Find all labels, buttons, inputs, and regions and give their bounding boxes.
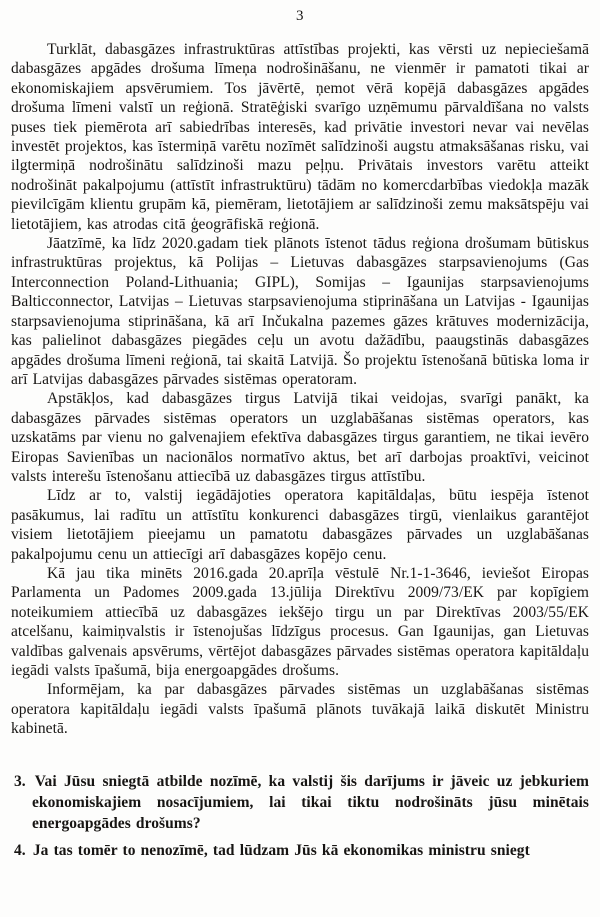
question-item <box>11 771 589 835</box>
body-text-block <box>11 40 589 739</box>
question-text: Vai Jūsu sniegtā atbilde nozīmē, ka valstij šis darījums ir jāveic uz jebkuriem ekonomiskajiem nosacījumiem, lai tikai tiktu nodrošināts jūsu minētais energoapgādes drošums? <box>32 772 589 833</box>
question-text: Ja tas tomēr to nenozīmē, tad lūdzam Jūs kā ekonomikas ministru sniegt <box>32 841 530 859</box>
body-paragraph: Informējam, ka par dabasgāzes pārvades sistēmas un uzglabāšanas sistēmas operatora kapitāldaļu iegādi valsts īpašumā plānots tuvākajā laikā diskutēt Ministru kabinetā. <box>11 681 589 738</box>
body-paragraph: Kā jau tika minēts 2016.gada 20.aprīļa vēstulē Nr.1-1-3646, ieviešot Eiropas Parlamenta un Padomes 2009.gada 13.jūlija Direktīvu 2009/73/EK par kopīgiem noteikumiem attiecībā uz dabasgāzes iekšējo tirgu un par Direktīvas 2003/55/EK atcelšanu, kaimiņvalstis ir īstenojušas līdzīgus procesus. Gan Igaunijas, gan Lietuvas valdības galvenais apsvērums, vērtējot dabasgāzes pārvades sistēmas operatora kapitāldaļu iegādi valsts īpašumā, bija energoapgādes drošums. <box>11 564 589 679</box>
body-paragraph: Jāatzīmē, ka līdz 2020.gadam tiek plānots īstenot tādus reģiona drošumam būtiskus infrastruktūras projektus, kā Polijas – Lietuvas dabasgāzes starpsavienojums (Gas Interconnection Poland-Lithuania; GIPL), Somijas – Igaunijas starpsavienojums Balticconnector, Latvijas – Lietuvas starpsavienojuma stiprināšana un Latvijas - Igaunijas starpsavienojuma stiprināšana, kā arī Inčukalna pazemes gāzes krātuves modernizācija, kas palielinot dabasgāzes piegādes ceļu un avotu dažādību, paaugstinās dabasgāzes apgādes drošuma līmeni reģionā, tai skaitā Latvijā. Šo projektu īstenošanā būtiska loma ir arī Latvijas dabasgāzes pārvades sistēmas operatoram. <box>11 235 589 388</box>
body-paragraph: Turklāt, dabasgāzes infrastruktūras attīstības projekti, kas vērsti uz nepieciešamā dabasgāzes apgādes drošuma līmeņa nodrošināšanu, ne vienmēr ir pamatoti tikai ar ekonomiskajiem apsvērumiem. Tos jāvērtē, ņemot vērā kopējā dabasgāzes apgādes drošuma līmeni valstī un reģionā. Stratēģiski svarīgo uzņēmumu pārvaldīšana no valsts puses tiek piemērota arī sabiedrības interesēs, kad privātie investori nevar vai nevēlas investēt projektos, kas īstermiņā varētu nozīmēt salīdzinoši augstu atmaksāšanas risku, vai ilgtermiņā nodrošinātu salīdzinoši mazu peļņu. Privātais investors varētu atteikt nodrošināt pakalpojumu (attīstīt infrastruktūru) tādām no komercdarbības viedokļa mazāk pievilcīgām klientu grupām kā, piemēram, lietotājiem ar salīdzinoši zemu maksātspēju vai lietotājiem, kas atrodas citā ģeogrāfiskā reģionā. <box>11 41 589 233</box>
question-number: 3. <box>14 772 26 790</box>
question-number: 4. <box>14 841 26 859</box>
body-paragraph: Līdz ar to, valstij iegādājoties operatora kapitāldaļas, būtu iespēja īstenot pasākumus, lai radītu un attīstītu konkurenci dabasgāzes tirgū, vienlaikus garantējot visiem lietotājiem pieejamu un pamatotu dabasgāzes pārvades un uzglabāšanas pakalpojumu cenu un attiecīgi arī dabasgāzes kopējo cenu. <box>11 487 589 563</box>
body-paragraph: Apstākļos, kad dabasgāzes tirgus Latvijā tikai veidojas, svarīgi panākt, ka dabasgāzes pārvades sistēmas operators un uzglabāšanas sistēmas operators, kas uzskatāms par vienu no galvenajiem efektīva dabasgāzes tirgus garantiem, ne tikai ievēro Eiropas Savienības un nacionālos normatīvo aktus, bet arī darbojas proaktīvi, veicinot valsts interešu īstenošanu attiecībā uz dabasgāzes tirgus attīstību. <box>11 390 589 485</box>
page-number: 3 <box>296 8 304 24</box>
numbered-questions-section <box>11 771 589 862</box>
question-item <box>11 840 589 861</box>
